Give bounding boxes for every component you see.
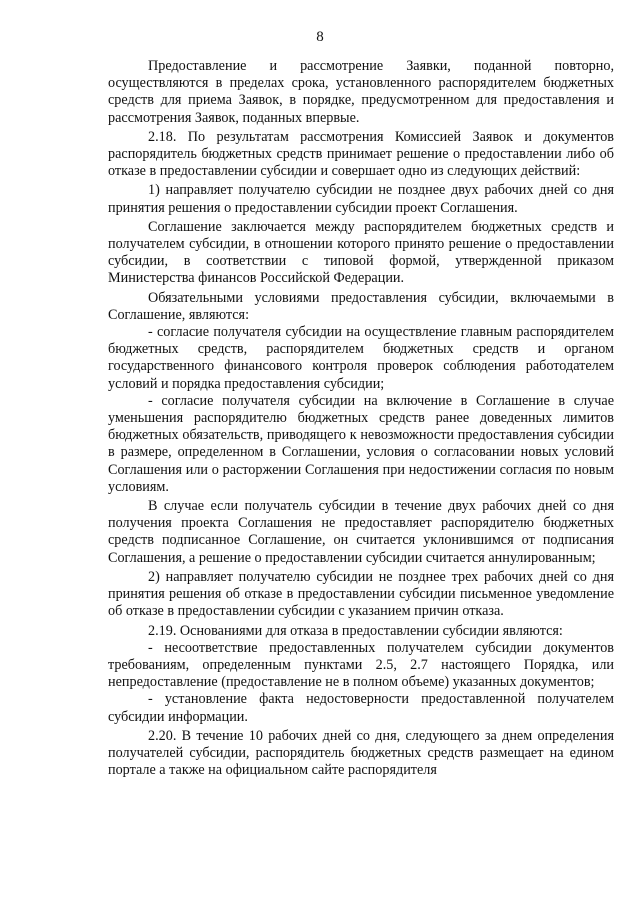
paragraph-agreement: Соглашение заключается между распорядителем бюджетных средств и получателем субсидии, в отношении которого принято решение о предоставлении субсидии, в соответствии с типовой формой, утвержденной приказом Министерства финансов Российской Федерации.	[108, 218, 614, 287]
paragraph-2-20: 2.20. В течение 10 рабочих дней со дня, следующего за днем определения получателей субсидии, распорядитель бюджетных средств размещает на едином портале а также на официальном сайте распорядителя	[108, 727, 614, 779]
paragraph-action-1: 1) направляет получателю субсидии не позднее двух рабочих дней со дня принятия решения о предоставлении субсидии проект Соглашения.	[108, 182, 614, 216]
list-item-noncompliance: - несоответствие предоставленных получателем субсидии документов требованиям, определенным пунктами 2.5, 2.7 настоящего Порядка, или непредоставление (предоставление не в полном объеме) указанных документов;	[108, 639, 614, 691]
list-item-consent-audit: - согласие получателя субсидии на осуществление главным распорядителем бюджетных средств, распорядителем бюджетных средств и органом государственного финансового контроля проверок соблюдения работодателем условий и порядка предоставления субсидии;	[108, 324, 614, 392]
list-item-consent-limits: - согласие получателя субсидии на включение в Соглашение в случае уменьшения распорядителю бюджетных средств ранее доведенных лимитов бюджетных обязательств, приводящего к невозможности предоставления субсидии в размере, определенном в Соглашении, условия о согласовании новых условий Соглашения или о расторжении Соглашения при недостижении согласия по новым условиям.	[108, 392, 614, 495]
paragraph-resubmission: Предоставление и рассмотрение Заявки, поданной повторно, осуществляются в пределах срока, установленного распорядителем бюджетных средств для приема Заявок, в порядке, предусмотренном для предоставления и рассмотрения Заявок, поданных впервые.	[108, 58, 614, 126]
paragraph-evasion: В случае если получатель субсидии в течение двух рабочих дней со дня получения проекта Соглашения не предоставляет распорядителю бюджетных средств подписанное Соглашение, он считается уклонившимся от подписания Соглашения, а решение о предоставлении субсидии считается аннулированным;	[108, 498, 614, 566]
paragraph-2-18: 2.18. По результатам рассмотрения Комиссией Заявок и документов распорядитель бюджетных средств принимает решение о предоставлении либо об отказе в предоставлении субсидии и совершает одно из следующих действий:	[108, 128, 614, 180]
document-body	[108, 58, 614, 779]
page-number: 8	[316, 29, 324, 45]
paragraph-mandatory-conditions: Обязательными условиями предоставления субсидии, включаемыми в Соглашение, являются:	[108, 289, 614, 323]
paragraph-action-2: 2) направляет получателю субсидии не позднее трех рабочих дней со дня принятия решения об отказе в предоставлении субсидии письменное уведомление об отказе в предоставлении субсидии с указанием причин отказа.	[108, 568, 614, 620]
paragraph-2-19: 2.19. Основаниями для отказа в предоставлении субсидии являются:	[148, 622, 563, 639]
list-item-unreliable-info: - установление факта недостоверности предоставленной получателем субсидии информации.	[108, 691, 614, 725]
